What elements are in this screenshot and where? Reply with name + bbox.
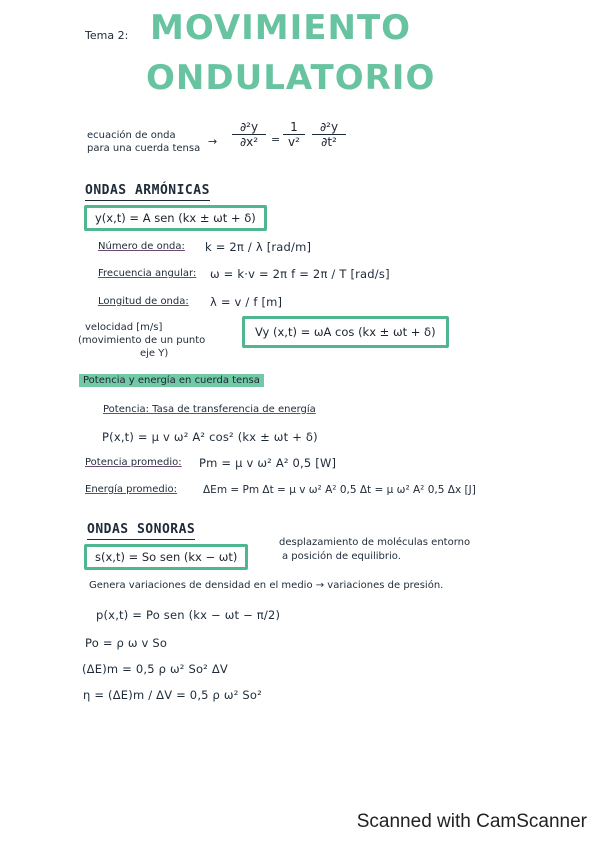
angular-freq-eq: ω = k·v = 2π f = 2π / T [rad/s]	[210, 267, 390, 281]
rhs-numerator: ∂²y	[312, 120, 346, 135]
angular-freq-label: Frecuencia angular:	[98, 268, 197, 279]
velocity-label-1: velocidad [m/s]	[85, 322, 163, 333]
power-eq: P(x,t) = μ v ω² A² cos² (kx ± ωt + δ)	[102, 430, 318, 444]
coef-numerator: 1	[283, 120, 305, 135]
wave-equation-label-1: ecuación de onda	[87, 130, 176, 141]
avg-energy-label: Energía promedio:	[85, 484, 178, 495]
sound-note-1: desplazamiento de moléculas entorno	[279, 537, 471, 548]
wavelength-eq: λ = v / f [m]	[210, 295, 283, 309]
sound-note-2: a posición de equilibrio.	[282, 551, 401, 562]
power-definition: Potencia: Tasa de transferencia de energía	[103, 404, 316, 415]
wavelength-label: Longitud de onda:	[98, 296, 189, 307]
wave-equation-rhs	[312, 120, 346, 149]
wave-equation-label-2: para una cuerda tensa	[87, 143, 201, 154]
coef-denominator: v²	[288, 135, 300, 149]
wave-equation-coef	[283, 120, 305, 149]
camscanner-watermark: Scanned with CamScanner	[356, 811, 587, 832]
po-eq: Po = ρ ω v So	[85, 636, 168, 650]
eta-eq: η = (ΔE)m / ΔV = 0,5 ρ ω² So²	[83, 688, 262, 702]
title-line-2: ONDULATORIO	[146, 58, 436, 98]
wave-equation-equals: =	[271, 133, 281, 146]
sound-heading: ONDAS SONORAS	[87, 522, 196, 537]
harmonic-heading: ONDAS ARMÓNICAS	[85, 183, 210, 198]
sound-equation-box: s(x,t) = So sen (kx − ωt)	[84, 544, 248, 570]
wave-equation-lhs	[232, 120, 266, 149]
wave-number-label: Número de onda:	[98, 241, 185, 252]
power-heading: Potencia y energía en cuerda tensa	[79, 374, 264, 387]
avg-energy-eq: ΔEm = Pm Δt = μ v ω² A² 0,5 Δt = μ ω² A² 0,5 Δx [J]	[203, 484, 476, 496]
velocity-label-3: eje Y)	[140, 348, 169, 359]
harmonic-equation-box: y(x,t) = A sen (kx ± ωt + δ)	[84, 205, 267, 231]
velocity-equation-box: Vy (x,t) = ωA cos (kx ± ωt + δ)	[242, 316, 449, 348]
energy-eq: (ΔE)m = 0,5 ρ ω² So² ΔV	[82, 662, 228, 676]
velocity-label-2: (movimiento de un punto	[78, 335, 206, 346]
lhs-denominator: ∂x²	[239, 135, 259, 149]
pressure-eq: p(x,t) = Po sen (kx − ωt − π/2)	[96, 608, 281, 622]
avg-power-eq: Pm = μ v ω² A² 0,5 [W]	[199, 456, 337, 470]
wave-equation-arrow: →	[208, 135, 218, 148]
title-line-1: MOVIMIENTO	[150, 8, 412, 48]
wave-number-eq: k = 2π / λ [rad/m]	[205, 240, 312, 254]
topic-label: Tema 2:	[85, 29, 129, 42]
avg-power-label: Potencia promedio:	[85, 457, 182, 468]
lhs-numerator: ∂²y	[232, 120, 266, 135]
sound-variations: Genera variaciones de densidad en el medio → variaciones de presión.	[89, 580, 444, 591]
rhs-denominator: ∂t²	[321, 135, 337, 149]
